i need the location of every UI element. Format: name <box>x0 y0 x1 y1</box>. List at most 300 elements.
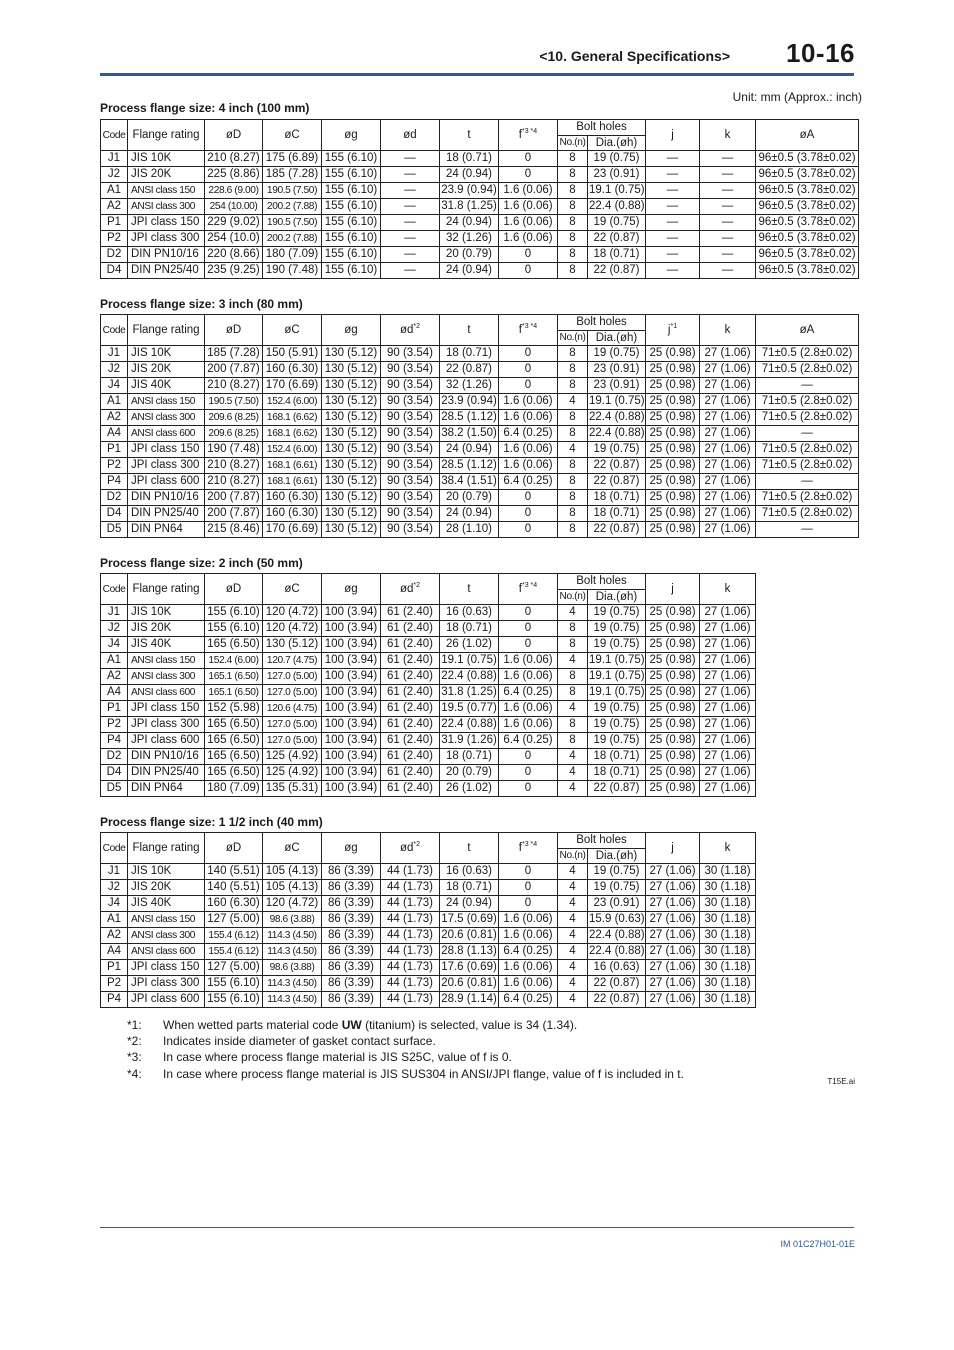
cell-code: P4 <box>101 992 128 1008</box>
cell-no: 8 <box>558 637 588 653</box>
cell-f: 0 <box>499 765 558 781</box>
cell-no: 8 <box>558 717 588 733</box>
cell-j: — <box>646 247 700 263</box>
cell-f: 6.4 (0.25) <box>499 733 558 749</box>
cell-t: 31.9 (1.26) <box>440 733 499 749</box>
cell-d: 44 (1.73) <box>381 880 440 896</box>
col-header-d: $ød^{*2}$ <box>381 833 440 864</box>
table-row <box>101 605 756 621</box>
cell-no: 8 <box>558 183 588 199</box>
table-row <box>101 215 859 231</box>
cell-rating: JIS 40K <box>128 637 205 653</box>
table-row <box>101 880 756 896</box>
table-row <box>101 944 756 960</box>
cell-code: A4 <box>101 944 128 960</box>
cell-k: — <box>700 199 756 215</box>
cell-code: J2 <box>101 362 128 378</box>
cell-D: 220 (8.66) <box>205 247 263 263</box>
cell-d: 90 (3.54) <box>381 394 440 410</box>
cell-no: 8 <box>558 263 588 279</box>
cell-f: 0 <box>499 378 558 394</box>
page-number: 10-16 <box>786 38 855 68</box>
cell-j: 25 (0.98) <box>646 362 700 378</box>
cell-rating: JIS 10K <box>128 346 205 362</box>
cell-rating: JPI class 150 <box>128 960 205 976</box>
table-row <box>101 992 756 1008</box>
cell-d: 44 (1.73) <box>381 864 440 880</box>
cell-code: P2 <box>101 231 128 247</box>
cell-D: 180 (7.09) <box>205 781 263 797</box>
cell-rating: JIS 10K <box>128 864 205 880</box>
cell-rating: DIN PN64 <box>128 781 205 797</box>
cell-code: D4 <box>101 765 128 781</box>
cell-no: 8 <box>558 490 588 506</box>
cell-k: 27 (1.06) <box>700 410 756 426</box>
cell-D: 155 (6.10) <box>205 992 263 1008</box>
cell-t: 32 (1.26) <box>440 231 499 247</box>
cell-no: 8 <box>558 669 588 685</box>
cell-f: 6.4 (0.25) <box>499 685 558 701</box>
cell-f: 1.6 (0.06) <box>499 410 558 426</box>
footnote-2: *2: Indicates inside diameter of gasket contact surface. <box>127 1034 436 1049</box>
cell-dia: 19 (0.75) <box>588 621 646 637</box>
table-row <box>101 765 756 781</box>
footnote-ref: *3 *4 <box>522 840 538 848</box>
cell-dia: 19 (0.75) <box>588 637 646 653</box>
cell-t: 24 (0.94) <box>440 215 499 231</box>
cell-A: 96±0.5 (3.78±0.02) <box>756 183 859 199</box>
cell-rating: ANSI class 600 <box>128 426 205 442</box>
cell-j: 25 (0.98) <box>646 781 700 797</box>
cell-D: 254 (10.00) <box>205 199 263 215</box>
cell-dia: 22.4 (0.88) <box>588 426 646 442</box>
cell-dia: 22 (0.87) <box>588 263 646 279</box>
cell-no: 4 <box>558 653 588 669</box>
cell-d: 61 (2.40) <box>381 685 440 701</box>
cell-g: 155 (6.10) <box>322 199 381 215</box>
cell-D: 200 (7.87) <box>205 506 263 522</box>
cell-j: 27 (1.06) <box>646 912 700 928</box>
cell-d: 44 (1.73) <box>381 944 440 960</box>
cell-C: 190.5 (7.50) <box>263 183 322 199</box>
cell-g: 130 (5.12) <box>322 506 381 522</box>
cell-g: 155 (6.10) <box>322 247 381 263</box>
cell-t: 28.8 (1.13) <box>440 944 499 960</box>
cell-no: 4 <box>558 992 588 1008</box>
cell-C: 200.2 (7.88) <box>263 231 322 247</box>
cell-D: 210 (8.27) <box>205 151 263 167</box>
col-header-k: k <box>700 833 756 864</box>
cell-g: 100 (3.94) <box>322 701 381 717</box>
cell-C: 120 (4.72) <box>263 621 322 637</box>
cell-D: 155 (6.10) <box>205 976 263 992</box>
cell-t: 24 (0.94) <box>440 167 499 183</box>
cell-t: 22.4 (0.88) <box>440 669 499 685</box>
cell-j: 27 (1.06) <box>646 864 700 880</box>
col-header-t: t <box>440 315 499 346</box>
cell-no: 4 <box>558 960 588 976</box>
table-title-3inch: Process flange size: 3 inch (80 mm) <box>100 297 303 311</box>
cell-code: J2 <box>101 167 128 183</box>
col-header-j: j <box>646 833 700 864</box>
cell-D: 209.6 (8.25) <box>205 410 263 426</box>
cell-f: 6.4 (0.25) <box>499 992 558 1008</box>
table-row <box>101 637 756 653</box>
cell-C: 185 (7.28) <box>263 167 322 183</box>
cell-dia: 19 (0.75) <box>588 215 646 231</box>
cell-j: 25 (0.98) <box>646 410 700 426</box>
table-row <box>101 263 859 279</box>
col-header-j: j <box>646 120 700 151</box>
cell-dia: 22 (0.87) <box>588 522 646 538</box>
cell-A: — <box>756 522 859 538</box>
cell-code: J1 <box>101 864 128 880</box>
col-header-j: j <box>646 574 700 605</box>
cell-d: — <box>381 231 440 247</box>
cell-A: — <box>756 378 859 394</box>
cell-C: 170 (6.69) <box>263 378 322 394</box>
cell-dia: 22.4 (0.88) <box>588 199 646 215</box>
material-code: UW <box>341 1018 362 1032</box>
cell-k: 27 (1.06) <box>700 362 756 378</box>
cell-dia: 23 (0.91) <box>588 378 646 394</box>
col-header-g: øg <box>322 574 381 605</box>
cell-dia: 19.1 (0.75) <box>588 653 646 669</box>
cell-j: 27 (1.06) <box>646 896 700 912</box>
table-row <box>101 394 859 410</box>
cell-k: 27 (1.06) <box>700 394 756 410</box>
cell-C: 150 (5.91) <box>263 346 322 362</box>
cell-C: 120.6 (4.75) <box>263 701 322 717</box>
col-header-f: $f^{*3 *4}$ <box>499 120 558 151</box>
cell-D: 155 (6.10) <box>205 605 263 621</box>
cell-f: 0 <box>499 880 558 896</box>
flange-table-4inch <box>100 119 859 279</box>
cell-d: 90 (3.54) <box>381 426 440 442</box>
cell-g: 86 (3.39) <box>322 864 381 880</box>
cell-g: 100 (3.94) <box>322 621 381 637</box>
col-header-rating: Flange rating <box>128 120 205 151</box>
cell-d: — <box>381 183 440 199</box>
cell-k: 27 (1.06) <box>700 458 756 474</box>
cell-j: 25 (0.98) <box>646 490 700 506</box>
cell-dia: 16 (0.63) <box>588 960 646 976</box>
cell-d: 90 (3.54) <box>381 378 440 394</box>
cell-no: 4 <box>558 896 588 912</box>
table-header-row <box>101 120 859 136</box>
cell-D: 155.4 (6.12) <box>205 928 263 944</box>
table-title-4inch: Process flange size: 4 inch (100 mm) <box>100 101 310 115</box>
cell-code: J4 <box>101 637 128 653</box>
col-header-C: øC <box>263 120 322 151</box>
cell-C: 168.1 (6.61) <box>263 474 322 490</box>
cell-g: 155 (6.10) <box>322 231 381 247</box>
cell-D: 200 (7.87) <box>205 490 263 506</box>
col-header-k: k <box>700 574 756 605</box>
cell-k: 27 (1.06) <box>700 442 756 458</box>
cell-t: 17.5 (0.69) <box>440 912 499 928</box>
col-header-t: t <box>440 833 499 864</box>
cell-D: 127 (5.00) <box>205 960 263 976</box>
cell-C: 120.7 (4.75) <box>263 653 322 669</box>
table-row <box>101 442 859 458</box>
col-header-no: No.(n) <box>558 848 588 864</box>
cell-t: 32 (1.26) <box>440 378 499 394</box>
cell-A: 96±0.5 (3.78±0.02) <box>756 231 859 247</box>
cell-g: 100 (3.94) <box>322 717 381 733</box>
cell-j: 25 (0.98) <box>646 717 700 733</box>
cell-k: 30 (1.18) <box>700 960 756 976</box>
footnote-ref: *1 <box>670 322 678 330</box>
cell-D: 209.6 (8.25) <box>205 426 263 442</box>
cell-j: 25 (0.98) <box>646 426 700 442</box>
cell-A: 71±0.5 (2.8±0.02) <box>756 346 859 362</box>
cell-C: 152.4 (6.00) <box>263 394 322 410</box>
cell-f: 1.6 (0.06) <box>499 215 558 231</box>
cell-j: 25 (0.98) <box>646 442 700 458</box>
cell-code: J1 <box>101 151 128 167</box>
cell-d: 61 (2.40) <box>381 749 440 765</box>
cell-rating: JIS 20K <box>128 880 205 896</box>
cell-A: 96±0.5 (3.78±0.02) <box>756 199 859 215</box>
cell-code: J1 <box>101 605 128 621</box>
cell-code: P2 <box>101 717 128 733</box>
cell-code: D2 <box>101 749 128 765</box>
cell-t: 23.9 (0.94) <box>440 394 499 410</box>
cell-j: 25 (0.98) <box>646 346 700 362</box>
cell-g: 86 (3.39) <box>322 928 381 944</box>
cell-code: J1 <box>101 346 128 362</box>
cell-code: A2 <box>101 410 128 426</box>
footnote-ref: *3 *4 <box>522 322 538 330</box>
cell-D: 152 (5.98) <box>205 701 263 717</box>
cell-f: 0 <box>499 522 558 538</box>
table-row <box>101 864 756 880</box>
cell-f: 1.6 (0.06) <box>499 912 558 928</box>
cell-D: 190 (7.48) <box>205 442 263 458</box>
cell-t: 24 (0.94) <box>440 442 499 458</box>
cell-C: 98.6 (3.88) <box>263 912 322 928</box>
cell-f: 1.6 (0.06) <box>499 928 558 944</box>
cell-dia: 19 (0.75) <box>588 864 646 880</box>
cell-t: 28 (1.10) <box>440 522 499 538</box>
cell-no: 8 <box>558 167 588 183</box>
cell-dia: 22 (0.87) <box>588 474 646 490</box>
cell-rating: DIN PN10/16 <box>128 749 205 765</box>
cell-j: 25 (0.98) <box>646 522 700 538</box>
cell-k: 27 (1.06) <box>700 346 756 362</box>
cell-j: 27 (1.06) <box>646 928 700 944</box>
col-header-d: $ød^{*2}$ <box>381 315 440 346</box>
cell-dia: 19 (0.75) <box>588 717 646 733</box>
cell-g: 130 (5.12) <box>322 474 381 490</box>
cell-d: 44 (1.73) <box>381 976 440 992</box>
table-header-row <box>101 833 756 849</box>
cell-C: 168.1 (6.62) <box>263 410 322 426</box>
cell-f: 1.6 (0.06) <box>499 653 558 669</box>
cell-A: 96±0.5 (3.78±0.02) <box>756 167 859 183</box>
table-row <box>101 653 756 669</box>
cell-f: 1.6 (0.06) <box>499 394 558 410</box>
cell-g: 100 (3.94) <box>322 781 381 797</box>
cell-dia: 19 (0.75) <box>588 701 646 717</box>
col-header-t: t <box>440 574 499 605</box>
cell-t: 23.9 (0.94) <box>440 183 499 199</box>
cell-d: 61 (2.40) <box>381 765 440 781</box>
cell-f: 0 <box>499 346 558 362</box>
cell-k: 27 (1.06) <box>700 378 756 394</box>
cell-f: 0 <box>499 605 558 621</box>
cell-j: — <box>646 263 700 279</box>
table-row <box>101 733 756 749</box>
cell-C: 105 (4.13) <box>263 864 322 880</box>
footnote-ref: *3 *4 <box>522 581 538 589</box>
cell-no: 4 <box>558 765 588 781</box>
cell-D: 229 (9.02) <box>205 215 263 231</box>
flange-table-1-5inch <box>100 832 756 1008</box>
cell-code: D4 <box>101 263 128 279</box>
cell-dia: 18 (0.71) <box>588 749 646 765</box>
cell-j: 25 (0.98) <box>646 637 700 653</box>
cell-j: 27 (1.06) <box>646 880 700 896</box>
cell-dia: 19.1 (0.75) <box>588 183 646 199</box>
cell-C: 170 (6.69) <box>263 522 322 538</box>
cell-j: 25 (0.98) <box>646 749 700 765</box>
cell-rating: DIN PN25/40 <box>128 263 205 279</box>
cell-code: A1 <box>101 394 128 410</box>
cell-C: 180 (7.09) <box>263 247 322 263</box>
cell-g: 130 (5.12) <box>322 458 381 474</box>
table-header-row <box>101 315 859 331</box>
col-header-D: øD <box>205 315 263 346</box>
cell-g: 130 (5.12) <box>322 346 381 362</box>
cell-t: 16 (0.63) <box>440 605 499 621</box>
cell-dia: 18 (0.71) <box>588 506 646 522</box>
col-header-f: $f^{*3 *4}$ <box>499 315 558 346</box>
col-header-d: $ød^{*2}$ <box>381 574 440 605</box>
cell-k: 30 (1.18) <box>700 896 756 912</box>
cell-g: 155 (6.10) <box>322 167 381 183</box>
cell-no: 8 <box>558 506 588 522</box>
cell-k: 27 (1.06) <box>700 717 756 733</box>
cell-g: 86 (3.39) <box>322 976 381 992</box>
cell-no: 4 <box>558 605 588 621</box>
cell-rating: ANSI class 300 <box>128 669 205 685</box>
cell-D: 210 (8.27) <box>205 378 263 394</box>
cell-D: 165 (6.50) <box>205 765 263 781</box>
cell-g: 86 (3.39) <box>322 896 381 912</box>
cell-dia: 19 (0.75) <box>588 733 646 749</box>
cell-t: 19.1 (0.75) <box>440 653 499 669</box>
cell-D: 210 (8.27) <box>205 458 263 474</box>
cell-rating: DIN PN10/16 <box>128 247 205 263</box>
cell-rating: JIS 40K <box>128 896 205 912</box>
cell-D: 210 (8.27) <box>205 474 263 490</box>
cell-d: 61 (2.40) <box>381 733 440 749</box>
cell-d: 44 (1.73) <box>381 960 440 976</box>
table-row <box>101 506 859 522</box>
cell-f: 6.4 (0.25) <box>499 426 558 442</box>
cell-f: 0 <box>499 506 558 522</box>
cell-no: 8 <box>558 346 588 362</box>
cell-no: 8 <box>558 231 588 247</box>
cell-rating: ANSI class 300 <box>128 199 205 215</box>
col-header-A: øA <box>756 315 859 346</box>
cell-j: 25 (0.98) <box>646 506 700 522</box>
cell-code: P1 <box>101 960 128 976</box>
cell-C: 127.0 (5.00) <box>263 685 322 701</box>
cell-no: 8 <box>558 151 588 167</box>
cell-code: A2 <box>101 928 128 944</box>
cell-t: 20 (0.79) <box>440 490 499 506</box>
cell-D: 165 (6.50) <box>205 637 263 653</box>
table-row <box>101 669 756 685</box>
cell-d: — <box>381 167 440 183</box>
cell-dia: 22 (0.87) <box>588 992 646 1008</box>
cell-d: 61 (2.40) <box>381 669 440 685</box>
cell-no: 4 <box>558 864 588 880</box>
cell-t: 20.6 (0.81) <box>440 976 499 992</box>
cell-D: 140 (5.51) <box>205 864 263 880</box>
table-title-1-5inch: Process flange size: 1 1/2 inch (40 mm) <box>100 815 323 829</box>
cell-dia: 22 (0.87) <box>588 458 646 474</box>
cell-rating: JPI class 600 <box>128 992 205 1008</box>
cell-dia: 19.1 (0.75) <box>588 669 646 685</box>
cell-C: 130 (5.12) <box>263 637 322 653</box>
cell-j: 25 (0.98) <box>646 458 700 474</box>
cell-t: 17.6 (0.69) <box>440 960 499 976</box>
cell-g: 100 (3.94) <box>322 669 381 685</box>
footnotes <box>127 1017 684 1082</box>
table-row <box>101 701 756 717</box>
cell-no: 4 <box>558 394 588 410</box>
cell-t: 31.8 (1.25) <box>440 685 499 701</box>
cell-no: 8 <box>558 215 588 231</box>
cell-A: 71±0.5 (2.8±0.02) <box>756 410 859 426</box>
cell-no: 4 <box>558 976 588 992</box>
cell-D: 165 (6.50) <box>205 749 263 765</box>
cell-k: 27 (1.06) <box>700 765 756 781</box>
cell-dia: 19 (0.75) <box>588 151 646 167</box>
cell-rating: JIS 20K <box>128 621 205 637</box>
cell-k: 27 (1.06) <box>700 733 756 749</box>
cell-no: 4 <box>558 781 588 797</box>
col-header-dia: Dia.(øh) <box>588 848 646 864</box>
cell-f: 1.6 (0.06) <box>499 458 558 474</box>
cell-C: 160 (6.30) <box>263 490 322 506</box>
cell-t: 38.2 (1.50) <box>440 426 499 442</box>
cell-D: 160 (6.30) <box>205 896 263 912</box>
cell-g: 130 (5.12) <box>322 426 381 442</box>
cell-d: — <box>381 247 440 263</box>
table-row <box>101 685 756 701</box>
cell-code: D5 <box>101 522 128 538</box>
cell-t: 26 (1.02) <box>440 637 499 653</box>
cell-A: — <box>756 474 859 490</box>
cell-D: 155.4 (6.12) <box>205 944 263 960</box>
table-row <box>101 474 859 490</box>
cell-dia: 22 (0.87) <box>588 231 646 247</box>
cell-code: A4 <box>101 426 128 442</box>
table-row <box>101 522 859 538</box>
cell-j: 27 (1.06) <box>646 960 700 976</box>
cell-dia: 23 (0.91) <box>588 896 646 912</box>
cell-t: 22 (0.87) <box>440 362 499 378</box>
col-header-D: øD <box>205 574 263 605</box>
table-row <box>101 410 859 426</box>
cell-no: 8 <box>558 410 588 426</box>
cell-code: A2 <box>101 199 128 215</box>
